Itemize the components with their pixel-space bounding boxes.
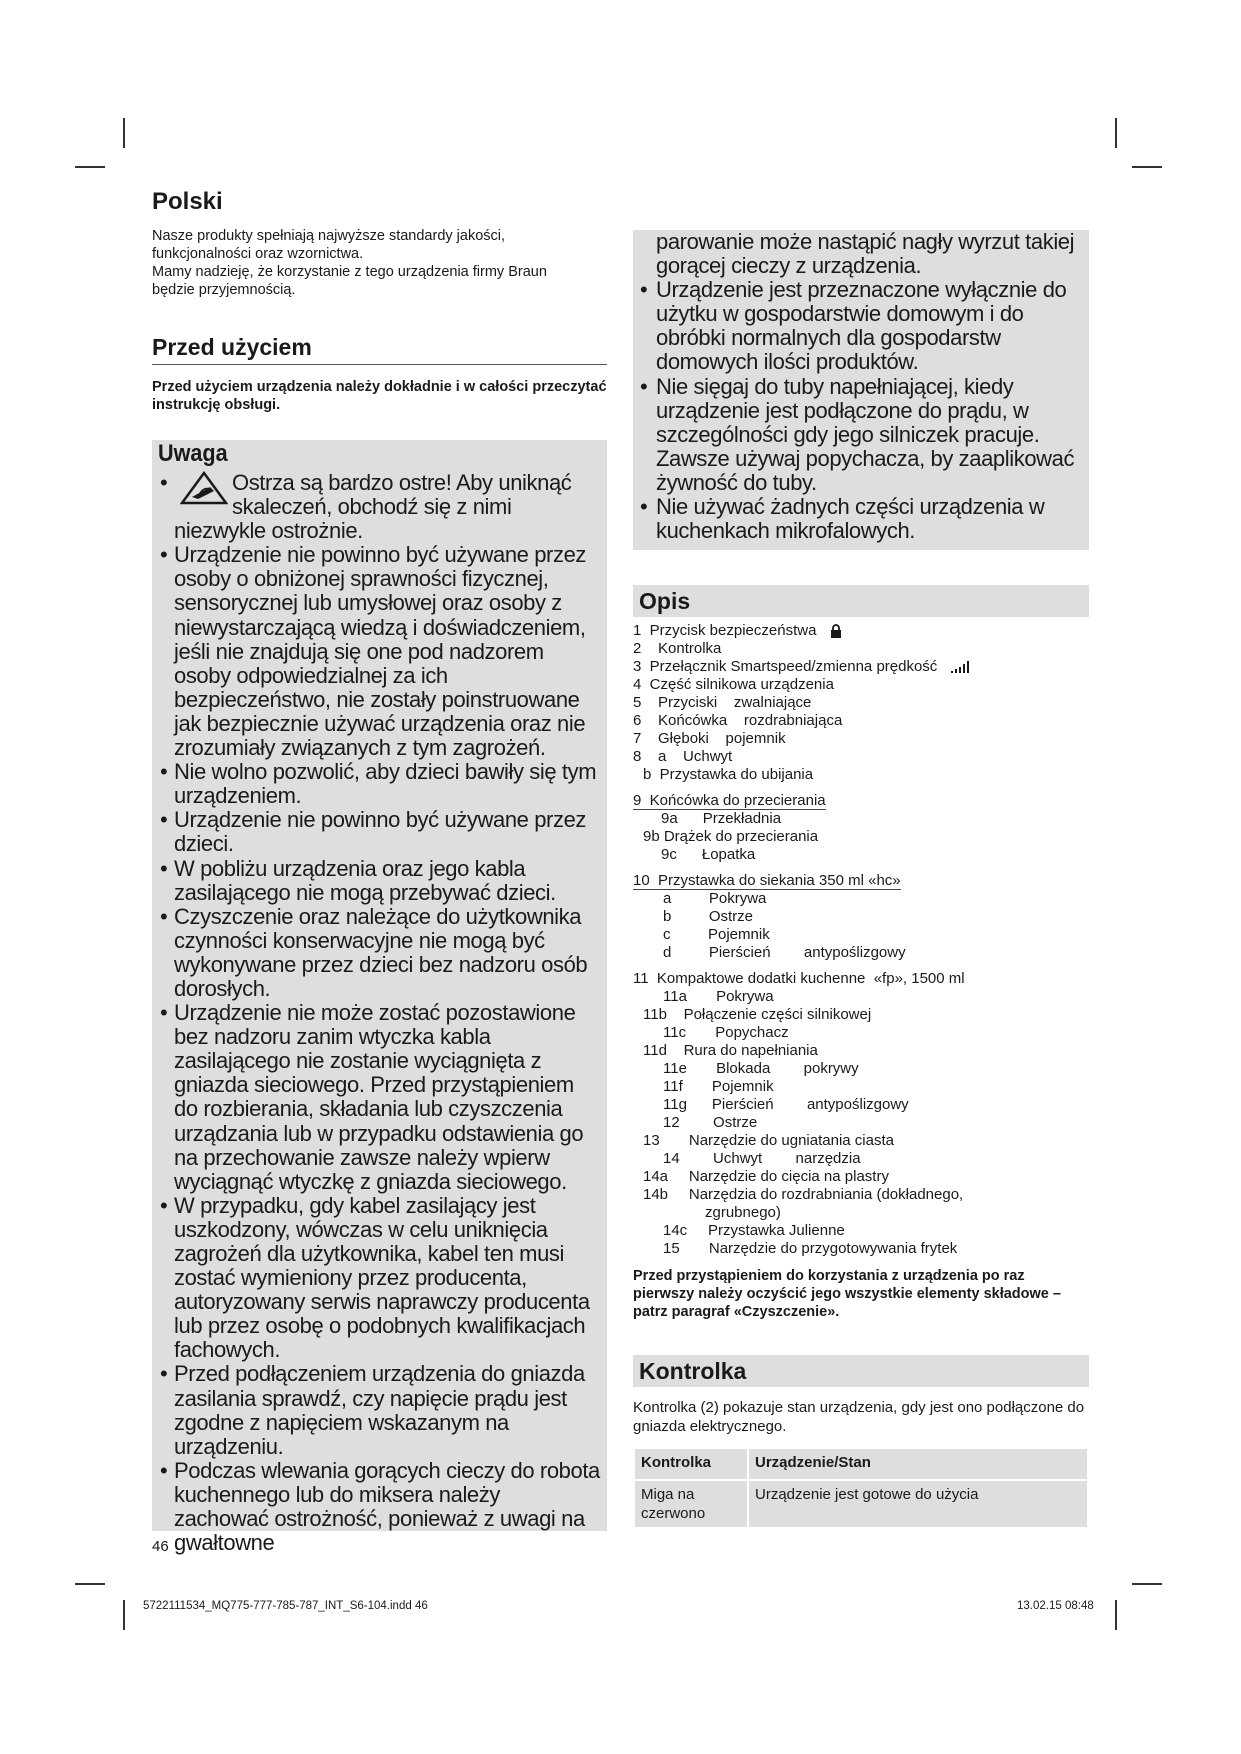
list-item: 6 Końcówka rozdrabniająca [633, 712, 843, 729]
warning-list [160, 471, 600, 1555]
list-item: 3 Przełącznik Smartspeed/zmienna prędkość [633, 658, 1089, 676]
list-item: 11 Kompaktowe dodatki kuchenne «fp», 1500 ml [633, 970, 965, 987]
list-item: parowanie może nastąpić nagły wyrzut takiej gorącej cieczy z urządzenia. [656, 229, 1075, 279]
crop-mark [1115, 118, 1117, 148]
list-item: 11c Popychacz [663, 1024, 789, 1041]
list-item: 8 a Uchwyt [633, 748, 733, 765]
section-heading-opis: Opis [633, 585, 1089, 617]
list-item: • Przed podłączeniem urządzenia do gniazda zasilania sprawdź, czy napięcie prądu jest zgodne z napięciem wskazanym na urządzeniu. [160, 1362, 600, 1458]
list-item: 14 Uchwyt narzędzia [663, 1150, 861, 1167]
crop-mark [123, 1600, 125, 1630]
parts-list [633, 622, 1089, 1258]
crop-mark [75, 1583, 105, 1585]
list-item: 4 Część silnikowa urządzenia [633, 676, 834, 693]
list-item: 1 Przycisk bezpieczeństwa [633, 622, 1089, 640]
section-heading-kontrolka: Kontrolka [633, 1355, 1089, 1387]
list-item: d Pierścień antypoślizgowy [663, 944, 906, 961]
kontrolka-text: Kontrolka (2) pokazuje stan urządzenia, gdy jest ono podłączone do gniazda elektrycznego. [633, 1399, 1085, 1435]
list-item: 10 Przystawka do siekania 350 ml «hc» [633, 872, 901, 889]
warning-text: Ostrza są bardzo ostre! Aby uniknąć skaleczeń, obchodź się z nimi niezwykle ostrożnie. [174, 470, 572, 544]
crop-mark [75, 166, 105, 168]
list-item: 11g Pierścień antypoślizgowy [663, 1096, 909, 1113]
blade-warning-icon [180, 471, 228, 505]
list-item: 11e Blokada pokrywy [663, 1060, 859, 1077]
list-item: 9 Końcówka do przecierania [633, 792, 826, 809]
list-item: 14a Narzędzie do cięcia na plastry [643, 1168, 889, 1185]
list-item: 5 Przyciski zwalniające [633, 694, 812, 711]
footer-datetime: 13.02.15 08:48 [1017, 1600, 1094, 1612]
warning-title: Uwaga [158, 440, 228, 467]
list-item: b Przystawka do ubijania [643, 766, 814, 783]
table-header-row [634, 1448, 1088, 1480]
list-item: 11d Rura do napełniania [643, 1042, 818, 1059]
list-item: • Urządzenie jest przeznaczone wyłącznie do użytku w gospodarstwie domowym i do obróbki normalnych dla gospodarstw domowych ilości produktów. [640, 278, 1085, 374]
table-cell: Miga na czerwono [634, 1480, 748, 1528]
list-item: a Pokrywa [663, 890, 767, 907]
list-item: 14c Przystawka Julienne [663, 1222, 845, 1239]
table-row [634, 1480, 1088, 1528]
kontrolka-table [633, 1447, 1089, 1529]
footer-file: 5722111534_MQ775-777-785-787_INT_S6-104.indd 46 [143, 1600, 428, 1612]
before-use-text: Przed użyciem urządzenia należy dokładnie i w całości przeczytać instrukcję obsługi. [152, 379, 607, 413]
crop-mark [1132, 166, 1162, 168]
list-item: 14b Narzędzia do rozdrabniania (dokładnego, [643, 1186, 964, 1203]
list-item [160, 471, 600, 543]
list-item: zgrubnego) [705, 1204, 781, 1221]
list-item: 13 Narzędzie do ugniatania ciasta [643, 1132, 894, 1149]
table-cell: Urządzenie jest gotowe do użycia [748, 1480, 1088, 1528]
list-item: c Pojemnik [663, 926, 770, 943]
list-item: • Czyszczenie oraz należące do użytkownika czynności konserwacyjne nie mogą być wykonywane przez dzieci bez nadzoru osób dorosłych. [160, 905, 600, 1001]
list-item: • Urządzenie nie może zostać pozostawione bez nadzoru zanim wtyczka kabla zasilającego nie zostanie wyciągnięta z gniazda sieciowego. Przed przystąpieniem do rozbierania, składania lub czyszczenia urządzania lub w przypadku odstawienia go na przechowanie zawsze należy wpierw wyciągnąć wtyczkę z gniazda sieciowego. [160, 1001, 600, 1194]
page-number: 46 [152, 1538, 169, 1555]
table-header-cell: Kontrolka [634, 1448, 748, 1480]
list-item: 15 Narzędzie do przygotowywania frytek [663, 1240, 958, 1257]
list-item: • W pobliżu urządzenia oraz jego kabla zasilającego nie mogą przebywać dzieci. [160, 857, 600, 905]
list-item: b Ostrze [663, 908, 754, 925]
list-item: 12 Ostrze [663, 1114, 758, 1131]
list-item: • Nie używać żadnych części urządzenia w kuchenkach mikrofalowych. [640, 495, 1085, 543]
crop-mark [1115, 1600, 1117, 1630]
list-item: 11a Pokrywa [663, 988, 774, 1005]
lock-icon [830, 624, 842, 638]
list-item: • Urządzenie nie powinno być używane przez osoby o obniżonej sprawności fizycznej, sensorycznej lub umysłowej oraz osoby z niewystarczającą wiedzą i doświadczeniem, jeśli nie znajdują się one pod nadzorem osoby odpowiedzialnej za ich bezpieczeństwo, nie zostały poinstruowane jak bezpiecznie używać urządzenia oraz nie zrozumiały związanych z tym zagrożeń. [160, 543, 600, 760]
list-item: • W przypadku, gdy kabel zasilający jest uszkodzony, wówczas w celu uniknięcia zagrożeń dla użytkownika, kabel ten musi zostać wymieniony przez producenta, autoryzowany serwis naprawczy producenta lub przez osobę o podobnych kwalifikacjach fachowych. [160, 1194, 600, 1363]
list-item: 2 Kontrolka [633, 640, 722, 657]
list-item: • Urządzenie nie powinno być używane przez dzieci. [160, 808, 600, 856]
crop-mark [123, 118, 125, 148]
list-item: 9b Drążek do przecierania [643, 828, 819, 845]
list-item: • Nie sięgaj do tuby napełniającej, kiedy urządzenie jest podłączone do prądu, w szczególności gdy jego silniczek pracuje. Zawsze używaj popychacza, by zaaplikować żywność do tuby. [640, 375, 1085, 495]
intro-line: Mamy nadzieję, że korzystanie z tego urządzenia firmy Braun będzie przyjemnością. [152, 264, 547, 298]
list-item: 11b Połączenie części silnikowej [643, 1006, 872, 1023]
list-item: 9c Łopatka [661, 846, 756, 863]
intro-line: Nasze produkty spełniają najwyższe standardy jakości, funkcjonalności oraz wzornictwa. [152, 228, 506, 262]
table-header-cell: Urządzenie/Stan [748, 1448, 1088, 1480]
page-title: Polski [152, 188, 223, 215]
intro-text [152, 227, 592, 299]
section-heading-before-use: Przed użyciem [152, 334, 607, 365]
list-item: • Podczas wlewania gorących cieczy do robota kuchennego lub do miksera należy zachować ostrożność, ponieważ z uwagi na gwałtowne [160, 1459, 600, 1555]
opis-note: Przed przystąpieniem do korzystania z urządzenia po raz pierwszy należy oczyścić jego wszystkie elementy składowe – patrz paragraf «Czyszczenie». [633, 1268, 1061, 1320]
crop-mark [1132, 1583, 1162, 1585]
speed-bars-icon [951, 661, 971, 673]
list-item: 9a Przekładnia [661, 810, 782, 827]
list-item: • Nie wolno pozwolić, aby dzieci bawiły się tym urządzeniem. [160, 760, 600, 808]
list-item: 7 Głęboki pojemnik [633, 730, 786, 747]
list-item: 11f Pojemnik [663, 1078, 774, 1095]
warning-list-continued [640, 230, 1085, 543]
